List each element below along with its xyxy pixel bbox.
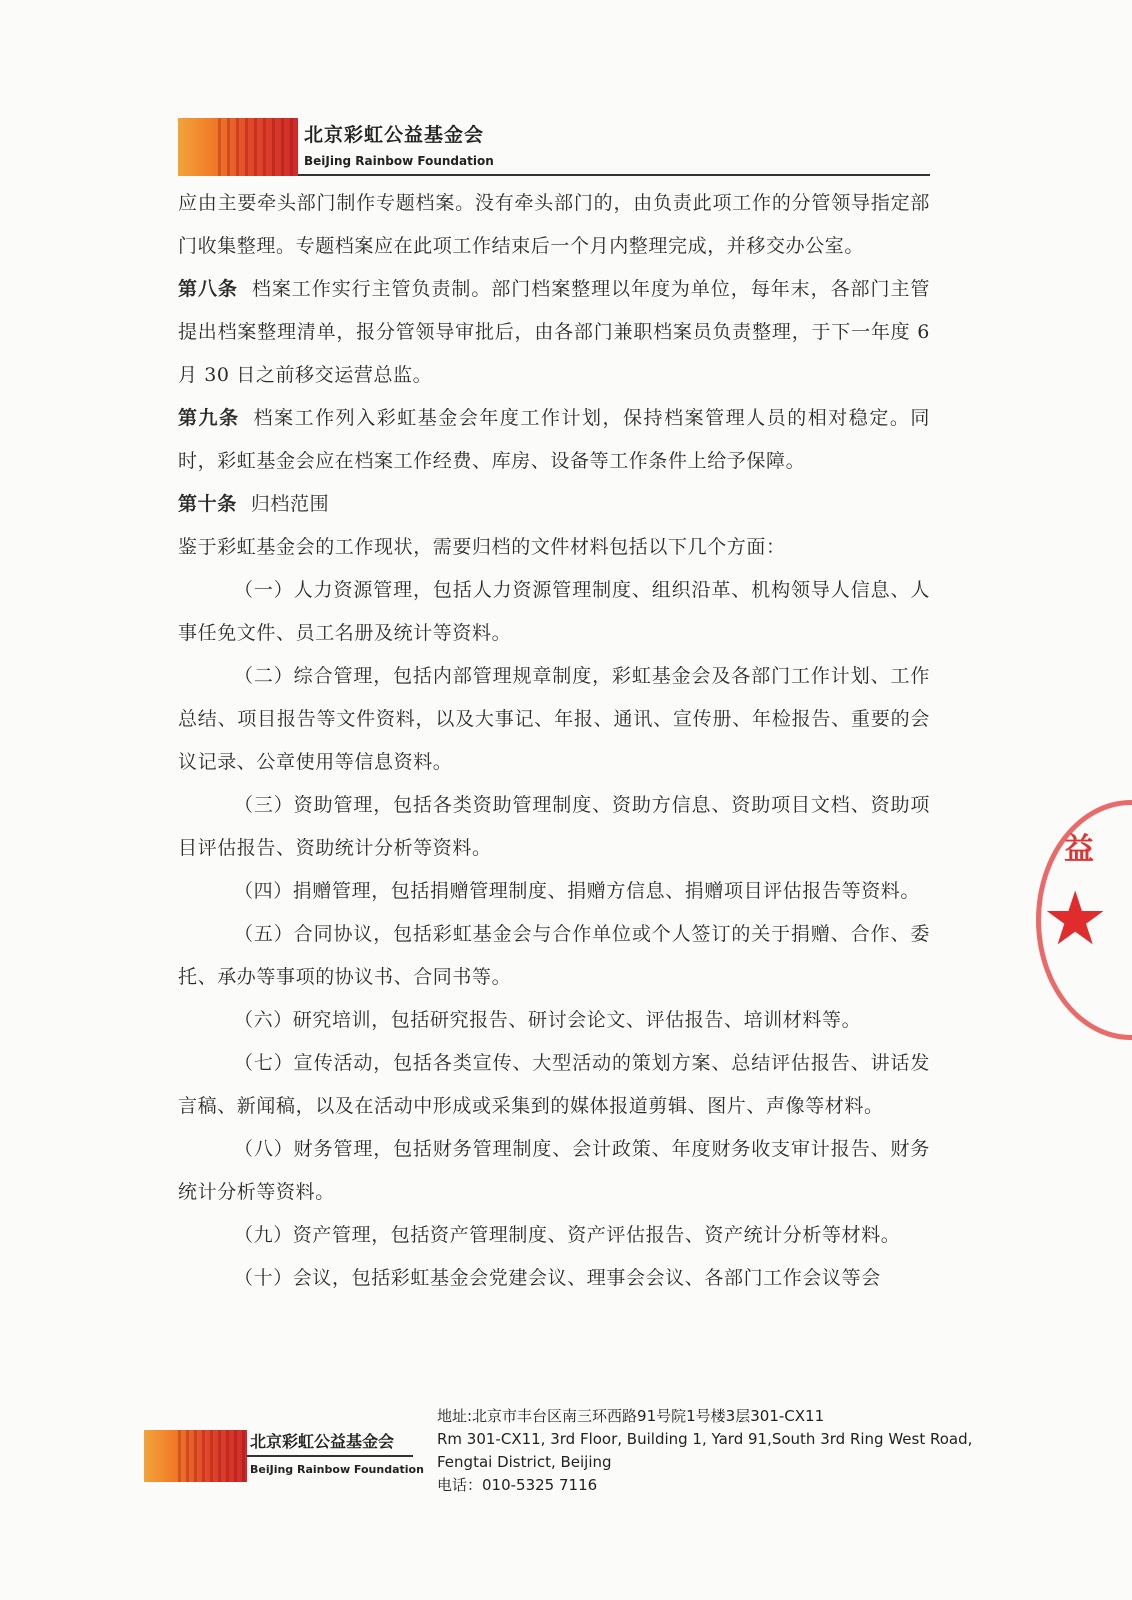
list-item: （四）捐赠管理，包括捐赠管理制度、捐赠方信息、捐赠项目评估报告等资料。 [234,880,921,902]
foundation-logo-mark [144,1430,247,1482]
phone: 电话：010-5325 7116 [437,1476,598,1494]
address-cn: 地址:北京市丰台区南三环西路91号院1号楼3层301-CX11 [437,1407,825,1425]
paragraph-intro: 鉴于彩虹基金会的工作现状，需要归档的文件材料包括以下几个方面： [178,536,786,558]
article-heading: 第十条 [178,493,237,515]
footer-address [437,1405,972,1497]
list-item: （五）合同协议，包括彩虹基金会与合作单位或个人签订的关于捐赠、合作、委托、承办等事项的协议书、合同书等。 [178,923,930,988]
list-item: （九）资产管理，包括资产管理制度、资产评估报告、资产统计分析等材料。 [234,1224,901,1246]
list-item: （一）人力资源管理，包括人力资源管理制度、组织沿革、机构领导人信息、人事任免文件、员工名册及统计等资料。 [178,579,930,644]
list-item: （三）资助管理，包括各类资助管理制度、资助方信息、资助项目文档、资助项目评估报告、资助统计分析等资料。 [178,794,930,859]
address-en-line2: Fengtai District, Beijing [437,1453,612,1471]
letterhead [178,118,930,180]
article-10: 第十条 归档范围 [178,493,330,515]
list-item: （七）宣传活动，包括各类宣传、大型活动的策划方案、总结评估报告、讲话发言稿、新闻稿，以及在活动中形成或采集到的媒体报道剪辑、图片、声像等材料。 [178,1052,930,1117]
footer-org-name-cn: 北京彩虹公益基金会 [250,1432,395,1451]
seal-text: 益 [1064,832,1094,867]
article-9: 第九条 档案工作列入彩虹基金会年度工作计划，保持档案管理人员的相对稳定。同时，彩虹基金会应在档案工作经费、库房、设备等工作条件上给予保障。 [178,407,930,472]
article-heading: 第八条 [178,278,238,300]
letterhead-footer [144,1405,984,1505]
address-en-line1: Rm 301-CX11, 3rd Floor, Building 1, Yard 91,South 3rd Ring West Road, [437,1430,973,1448]
footer-org-name-en: BeiJing Rainbow Foundation [250,1463,424,1476]
list-item: （八）财务管理，包括财务管理制度、会计政策、年度财务收支审计报告、财务统计分析等资料。 [178,1138,930,1203]
list-item: （二）综合管理，包括内部管理规章制度，彩虹基金会及各部门工作计划、工作总结、项目报告等文件资料，以及大事记、年报、通讯、宣传册、年检报告、重要的会议记录、公章使用等信息资料。 [178,665,930,773]
foundation-logo-mark [178,118,298,176]
article-heading: 第九条 [178,407,240,429]
official-seal [1036,800,1132,1040]
header-org-name-cn: 北京彩虹公益基金会 [304,124,485,146]
list-item: （六）研究培训，包括研究报告、研讨会论文、评估报告、培训材料等。 [234,1009,862,1031]
star-icon: ★ [1042,876,1109,962]
footer-divider [247,1455,413,1457]
article-8: 第八条 档案工作实行主管负责制。部门档案整理以年度为单位，每年末，各部门主管提出档案整理清单，报分管领导审批后，由各部门兼职档案员负责整理，于下一年度 6 月 30 日之前移交运营总监。 [178,278,930,386]
document-body [178,182,930,1300]
header-org-name-en: BeiJing Rainbow Foundation [304,154,494,168]
header-divider [298,174,930,176]
paragraph-continued: 应由主要牵头部门制作专题档案。没有牵头部门的，由负责此项工作的分管领导指定部门收集整理。专题档案应在此项工作结束后一个月内整理完成，并移交办公室。 [178,192,930,257]
list-item: （十）会议，包括彩虹基金会党建会议、理事会会议、各部门工作会议等会 [234,1267,881,1289]
